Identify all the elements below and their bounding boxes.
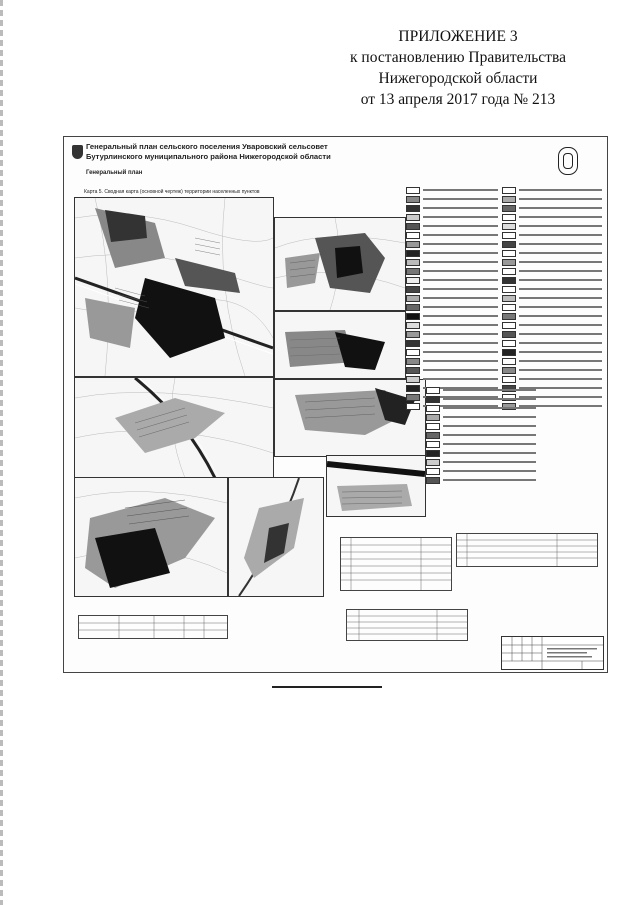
table-bottom-left: [78, 615, 228, 639]
settlement-map-2: [274, 217, 406, 311]
settlement-map-7: [74, 477, 228, 597]
map-3-drawing: [275, 312, 405, 378]
general-plan-sheet: [63, 136, 608, 673]
settlement-map-1: [74, 197, 274, 377]
map-1-drawing: [75, 198, 273, 376]
title-block-stamp: [501, 636, 604, 670]
map-8-drawing: [229, 478, 323, 596]
map-5-drawing: [275, 380, 425, 456]
stamp-grid: [502, 637, 603, 669]
map-6-drawing: [327, 456, 425, 516]
sheet-title-line-1: Генеральный план сельского поселения Уваровский сельсовет: [86, 142, 328, 151]
settlement-map-4: [74, 377, 274, 479]
table-central-lower: [340, 537, 452, 591]
table-grid: [79, 616, 227, 638]
appendix-date: от 13 апреля 2017 года № 213: [360, 91, 556, 108]
map-caption: Карта 5. Сводная карта (основной чертеж) территории населенных пунктов: [84, 189, 260, 195]
table-bottom-center: [346, 609, 468, 641]
appendix-title: ПРИЛОЖЕНИЕ 3: [398, 28, 518, 45]
coat-of-arms-icon: [72, 145, 83, 159]
settlement-map-6: [326, 455, 426, 517]
map-4-drawing: [75, 378, 273, 478]
map-2-drawing: [275, 218, 405, 310]
page-edge: [0, 0, 3, 905]
table-grid: [347, 610, 467, 640]
sheet-title: [86, 142, 416, 179]
settlement-map-5: [274, 379, 426, 457]
table-right-lower: [456, 533, 598, 567]
sheet-title-line-2: Бутурлинского муниципального района Нижегородской области: [86, 151, 331, 161]
orientation-mark-icon: [558, 147, 578, 175]
settlement-map-3: [274, 311, 406, 379]
legend-column-3: [426, 387, 536, 497]
appendix-header: [338, 26, 578, 110]
table-grid: [341, 538, 451, 590]
map-7-drawing: [75, 478, 227, 596]
appendix-subtitle-1: к постановлению Правительства: [350, 49, 566, 66]
appendix-subtitle-2: Нижегородской области: [378, 70, 538, 87]
sheet-title-line-3: Генеральный план: [86, 170, 143, 176]
table-grid: [457, 534, 597, 566]
footer-rule: [272, 686, 382, 688]
settlement-map-8: [228, 477, 324, 597]
